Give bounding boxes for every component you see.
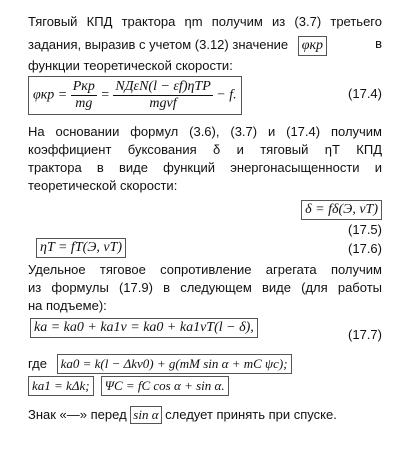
paragraph1-in: в [375, 36, 382, 51]
final-after: следует принять при спуске. [165, 407, 337, 422]
where-row [28, 354, 292, 374]
paragraph2-line3: трактора в виде функций энергонасыщенности и [28, 160, 382, 175]
final-before: Знак «—» перед [28, 407, 127, 422]
eq176-box: ηT = fT(Э, vT) [36, 238, 126, 258]
psi-box: ΨC = fC cos α + sin α. [101, 376, 229, 396]
paragraph3-line3: на подъеме): [28, 298, 107, 313]
eq174-frac1 [71, 79, 97, 112]
equation-17-7 [30, 318, 258, 338]
eq177-box: ka = ka0 + ka1v = ka0 + ka1vT(l − δ), [30, 318, 258, 338]
sin-alpha-box: sin α [130, 406, 161, 424]
phi-kr-box: φкр [298, 36, 327, 56]
paragraph3-line1: Удельное тяговое сопротивление агрегата получим [28, 262, 382, 277]
eq176-number: (17.6) [348, 241, 382, 256]
paragraph2-line2: коэффициент буксования δ и тяговый ηТ КПД [28, 142, 382, 157]
eq174-eq: = [100, 87, 110, 103]
eq174-frac1-den: mg [75, 96, 93, 111]
equation-17-4-box [28, 76, 242, 115]
paragraph1-line1: Тяговый КПД трактора ηm получим из (3.7) третьего [28, 14, 382, 29]
equation-17-5 [301, 200, 382, 220]
ka0-box: ka0 = k(l − Δkv0) + g(mМ sin α + mС ψc); [57, 354, 292, 374]
paragraph1-line3: функции теоретической скорости: [28, 58, 233, 73]
paragraph1-line2: задания, выразив с учетом (3.12) значение [28, 37, 289, 52]
paragraph3-line2: из формулы (17.9) в следующем виде (для работы [28, 280, 382, 295]
eq174-tail: − f. [216, 87, 237, 103]
final-sentence [28, 406, 337, 424]
paragraph2-line4: теоретической скорости: [28, 178, 178, 193]
ka1-psi-row [28, 376, 229, 396]
eq174-frac2-num: NДεN(l − εf)ηТР [115, 79, 211, 94]
eq175-box: δ = fδ(Э, vT) [301, 200, 382, 220]
eq177-number: (17.7) [348, 327, 382, 342]
paragraph1-line2-row [28, 36, 382, 56]
eq174-frac2 [113, 79, 212, 112]
equation-17-4 [28, 76, 382, 114]
paragraph2-line1: На основании формул (3.6), (3.7) и (17.4) получим [28, 124, 382, 139]
eq175-number: (17.5) [348, 222, 382, 237]
eq174-frac2-den: mgvf [149, 96, 177, 111]
where-label: где [28, 356, 47, 371]
eq174-lhs: φкр = [33, 87, 68, 103]
eq174-frac1-num: Pкр [72, 79, 95, 94]
eq174-number: (17.4) [348, 86, 382, 101]
ka1-box: ka1 = kΔk; [28, 376, 94, 396]
equation-17-6 [36, 238, 126, 258]
